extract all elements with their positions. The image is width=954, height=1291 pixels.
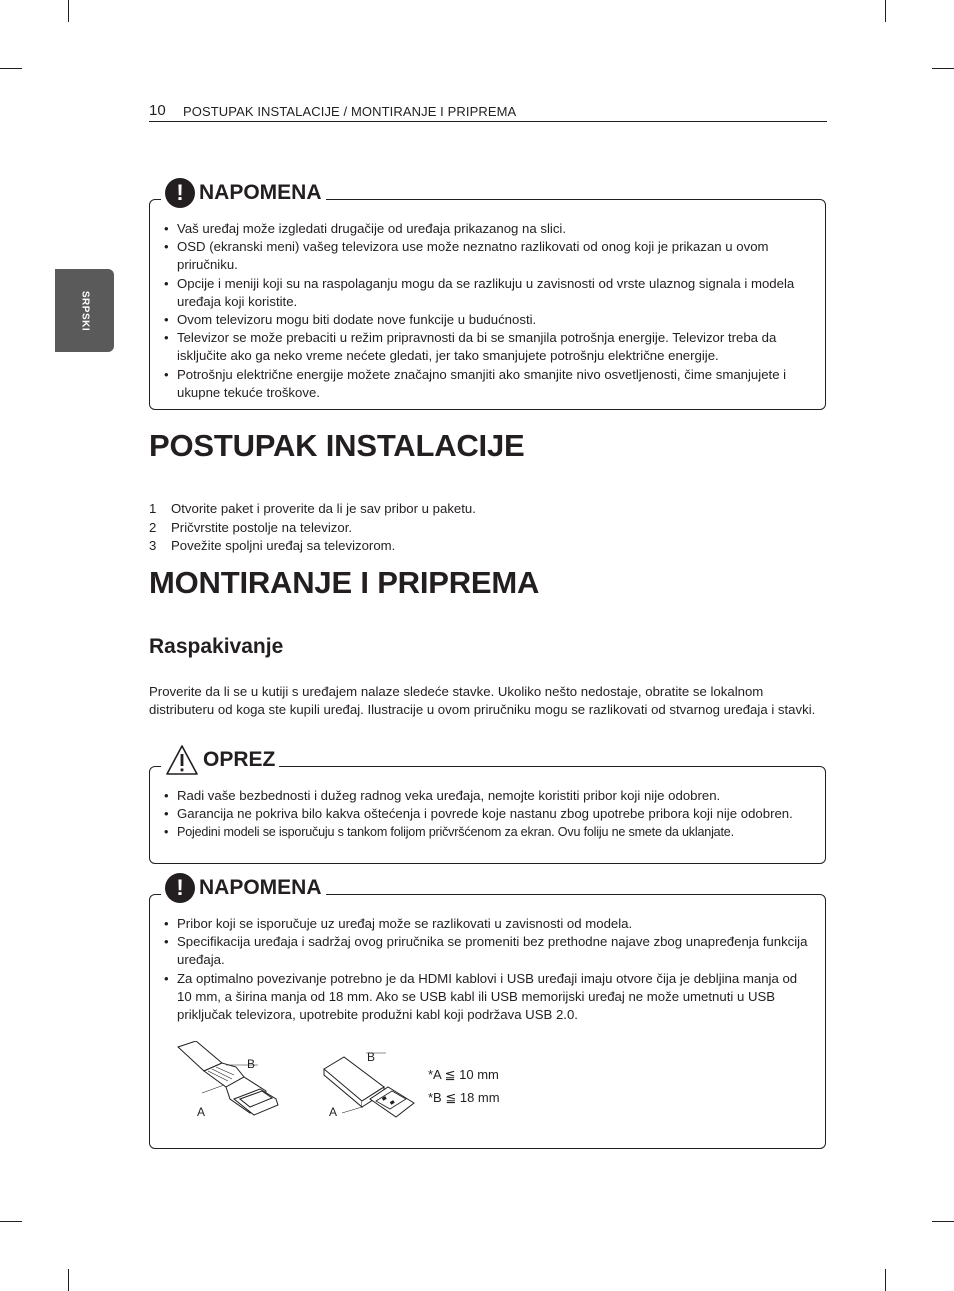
subsection-heading: Raspakivanje bbox=[149, 635, 284, 658]
running-header: POSTUPAK INSTALACIJE / MONTIRANJE I PRIPREMA bbox=[183, 104, 517, 119]
body-paragraph: Proverite da li se u kutiji s uređajem nalaze sledeće stavke. Ukoliko nešto nedostaje, obratite se lokalnom distributeru od koga ste kupili uređaj. Ilustracije u ovom priručniku mogu se razlikovati od stvarnog uređaja i stavki. bbox=[149, 684, 816, 718]
list-item: • OSD (ekranski meni) vašeg televizora use može neznatno razlikovati od onog koji je prikazan u ovom priručniku. bbox=[164, 238, 815, 274]
note-box bbox=[149, 875, 826, 1149]
crop-mark bbox=[0, 68, 22, 69]
crop-mark bbox=[932, 1221, 954, 1222]
dimension-spec-b: *B ≦ 18 mm bbox=[428, 1090, 500, 1105]
list-item bbox=[149, 519, 476, 538]
caution-header bbox=[161, 742, 279, 778]
note-title: NAPOMENA bbox=[199, 181, 322, 204]
note-header bbox=[161, 871, 326, 905]
page-number: 10 bbox=[149, 102, 166, 119]
list-item: • Opcije i meniji koji su na raspolaganju mogu da se razlikuju u zavisnosti od vrste ulaznog signala i modela uređaja koji koristite. bbox=[164, 275, 815, 311]
dimension-label-b: B bbox=[247, 1057, 256, 1071]
warning-triangle-icon bbox=[165, 744, 199, 776]
note-list bbox=[164, 220, 815, 402]
step-text: Povežite spoljni uređaj sa televizorom. bbox=[171, 538, 396, 553]
step-text: Pričvrstite postolje na televizor. bbox=[171, 519, 353, 535]
caution-title: OPREZ bbox=[203, 748, 276, 771]
language-tab-label: SRPSKI bbox=[79, 290, 90, 331]
crop-mark bbox=[68, 1269, 69, 1291]
install-steps bbox=[149, 500, 476, 556]
dimension-label-b: B bbox=[367, 1050, 376, 1064]
list-item: • Garancija ne pokriva bilo kakva oštećenja i povrede koje nastanu zbog upotrebe pribora koji nije odobren. bbox=[164, 805, 815, 823]
list-item: • Televizor se može prebaciti u režim pripravnosti da bi se smanjila potrošnja energije. Televizor treba da isključite ako ga neko vreme nećete gledati, jer tako smanjujete potrošnju električne energije. bbox=[164, 329, 815, 365]
list-item: • Pojedini modeli se isporučuju s tankom folijom pričvršćenom za ekran. Ovu foliju ne smete da uklanjate. bbox=[164, 823, 815, 841]
list-item: • Vaš uređaj može izgledati drugačije od uređaja prikazanog na slici. bbox=[164, 220, 815, 238]
crop-mark bbox=[885, 1269, 886, 1291]
crop-mark bbox=[932, 68, 954, 69]
crop-mark bbox=[0, 1221, 22, 1222]
dimension-label-a: A bbox=[329, 1105, 338, 1119]
header-rule bbox=[149, 121, 827, 122]
list-item: • Potrošnju električne energije možete značajno smanjiti ako smanjite nivo osvetljenosti, čime smanjujete i ukupne tekuće troškove. bbox=[164, 366, 815, 402]
caution-box bbox=[149, 748, 826, 864]
dimension-spec-a: *A ≦ 10 mm bbox=[428, 1067, 499, 1082]
list-item: • Radi vaše bezbednosti i dužeg radnog veka uređaja, nemojte koristiti pribor koji nije odobren. bbox=[164, 787, 815, 805]
caution-list bbox=[164, 787, 815, 842]
note-box bbox=[149, 180, 826, 410]
list-item: • Ovom televizoru mogu biti dodate nove funkcije u budućnosti. bbox=[164, 311, 815, 329]
step-text: Otvorite paket i proverite da li je sav pribor u paketu. bbox=[171, 501, 476, 516]
note-list bbox=[164, 915, 815, 1024]
crop-mark bbox=[68, 0, 69, 22]
section-heading: MONTIRANJE I PRIPREMA bbox=[149, 565, 540, 600]
list-item bbox=[149, 537, 476, 556]
hdmi-connector-illustration bbox=[174, 1041, 284, 1123]
list-item: • Specifikacija uređaja i sadržaj ovog priručnika se promeniti bez prethodne najave zbog unapređenja funkcija uređaja. bbox=[164, 933, 815, 969]
dimension-label-a: A bbox=[197, 1105, 206, 1119]
step-number: 2 bbox=[149, 519, 157, 535]
exclamation-circle-icon: ! bbox=[165, 873, 195, 903]
section-heading: POSTUPAK INSTALACIJE bbox=[149, 428, 525, 463]
step-number: 1 bbox=[149, 501, 157, 516]
step-number: 3 bbox=[149, 538, 157, 553]
crop-mark bbox=[885, 0, 886, 22]
language-tab bbox=[55, 269, 114, 352]
note-title: NAPOMENA bbox=[199, 876, 322, 899]
note-header bbox=[161, 176, 326, 210]
list-item bbox=[149, 500, 476, 519]
list-item: • Pribor koji se isporučuje uz uređaj može se razlikovati u zavisnosti od modela. bbox=[164, 915, 815, 933]
exclamation-circle-icon: ! bbox=[165, 178, 195, 208]
list-item: • Za optimalno povezivanje potrebno je da HDMI kablovi i USB uređaji imaju otvore čija je debljina manja od 10 mm, a širina manja od 18 mm. Ako se USB kabl ili USB memorijski uređaj ne može umetnuti u USB priključak televizora, upotrebite produžni kabl koji podržava USB 2.0. bbox=[164, 970, 815, 1025]
